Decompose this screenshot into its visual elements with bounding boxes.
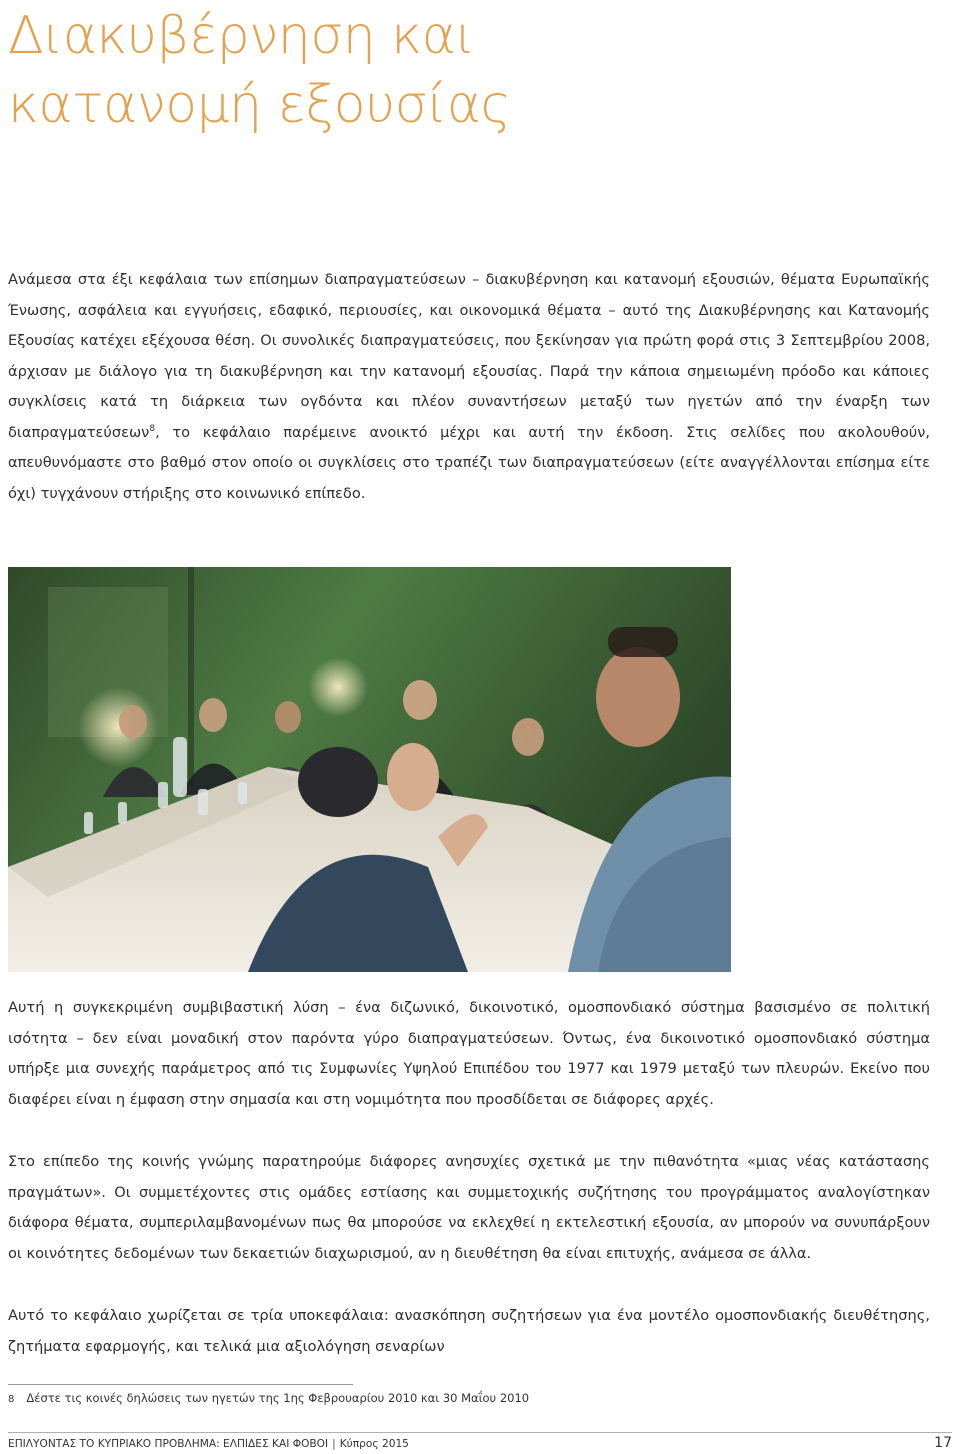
running-footer bbox=[8, 1436, 409, 1452]
footnote-divider bbox=[8, 1384, 353, 1385]
meeting-photo-illustration bbox=[8, 567, 731, 972]
footnote-number: 8 bbox=[8, 1394, 15, 1405]
page-title bbox=[8, 2, 948, 140]
page-number: 17 bbox=[934, 1435, 952, 1451]
footnote-text: Δέστε τις κοινές δηλώσεις των ηγετών της 1ης Φεβρουαρίου 2010 και 30 Μαΐου 2010 bbox=[26, 1391, 530, 1405]
footer-separator: | bbox=[332, 1438, 336, 1450]
page-title-line-2: κατανομή εξουσίας bbox=[8, 75, 511, 135]
intro-paragraph-text-b: , το κεφάλαιο παρέμεινε ανοικτό μέχρι και αυτή την έκδοση. Στις σελίδες που ακολουθούν, απευθυνόμαστε στο βαθμό στον οποίο οι συγκλίσεις στο τραπέζι των διαπραγματεύσεων (είτε αναγγέλλονται επίσημα είτε όχι) τυγχάνουν στήριξης στο κοινωνικό επίπεδο. bbox=[8, 423, 930, 502]
footnote bbox=[8, 1388, 908, 1410]
body-paragraph-2: Αυτή η συγκεκριμένη συμβιβαστική λύση – ένα διζωνικό, δικοινοτικό, ομοσπονδιακό σύστημα βασισμένο σε πολιτική ισότητα – δεν είναι μοναδική στον παρόντα γύρο διαπραγματεύσεων. Όντως, ένα δικοινοτικό ομοσπονδιακό σύστημα υπήρξε μια συνεχής παράμετρος από τις Συμφωνίες Υψηλού Επιπέδου του 1977 και 1979 μεταξύ των πλευρών. Εκείνο που διαφέρει είναι η έμφαση στην σημασία και στη νομιμότητα που προσδίδεται σε διάφορες αρχές. bbox=[8, 999, 930, 1108]
footnote-reference: 8 bbox=[149, 423, 156, 434]
meeting-photo bbox=[8, 567, 731, 972]
publication-title: ΕΠΙΛΥΟΝΤΑΣ ΤΟ ΚΥΠΡΙΑΚΟ ΠΡΟΒΛΗΜΑ: ΕΛΠΙΔΕΣ ΚΑΙ ΦΟΒΟΙ bbox=[8, 1438, 329, 1450]
intro-paragraph-text-a: Ανάμεσα στα έξι κεφάλαια των επίσημων διαπραγματεύσεων – διακυβέρνηση και κατανομή εξουσιών, θέματα Ευρωπαϊκής Ένωσης, ασφάλεια και εγγυήσεις, εδαφικό, περιουσίες, και οικονομικά θέματα – αυτό της Διακυβέρνησης και Κατανομής Εξουσίας κατέχει εξέχουσα θέση. Οι συνολικές διαπραγματεύσεις, που ξεκίνησαν για πρώτη φορά στις 3 Σεπτεμβρίου 2008, άρχισαν με διάλογο για τη διακυβέρνηση και την κατανομή εξουσίας. Παρά την κάποια σημειωμένη πρόοδο και κάποιες συγκλίσεις κατά τη διάρκεια των ογδόντα και πλέον συναντήσεων μεταξύ των ηγετών από την έναρξη των διαπραγματεύσεων bbox=[8, 271, 930, 441]
body-paragraph-3: Στο επίπεδο της κοινής γνώμης παρατηρούμε διάφορες ανησυχίες σχετικά με την πιθανότητα «μιας νέας κατάστασης πραγμάτων». Οι συμμετέχοντες στις ομάδες εστίασης και συμμετοχικής συζήτησης του προγράμματος αναλογίστηκαν διάφορα θέματα, συμπεριλαμβανομένων πως θα μπορούσε να εκλεχθεί η εκτελεστική εξουσία, αν μπορούν να συνυπάρξουν οι κοινότητες δεδομένων των δεκαετιών διαχωρισμού, αν η διευθέτηση θα είναι επιτυχής, ανάμεσα σε άλλα. bbox=[8, 1153, 930, 1262]
body-paragraph-4: Αυτό το κεφάλαιο χωρίζεται σε τρία υποκεφάλαια: ανασκόπηση συζητήσεων για ένα μοντέλο ομοσπονδιακής διευθέτησης, ζητήματα εφαρμογής, και τελικά μια αξιολόγηση σεναρίων bbox=[8, 1307, 930, 1355]
intro-paragraph bbox=[8, 265, 930, 509]
page-title-line-1: Διακυβέρνηση και bbox=[8, 6, 475, 66]
edition-label: Κύπρος 2015 bbox=[339, 1438, 409, 1450]
footer-divider bbox=[8, 1432, 952, 1433]
